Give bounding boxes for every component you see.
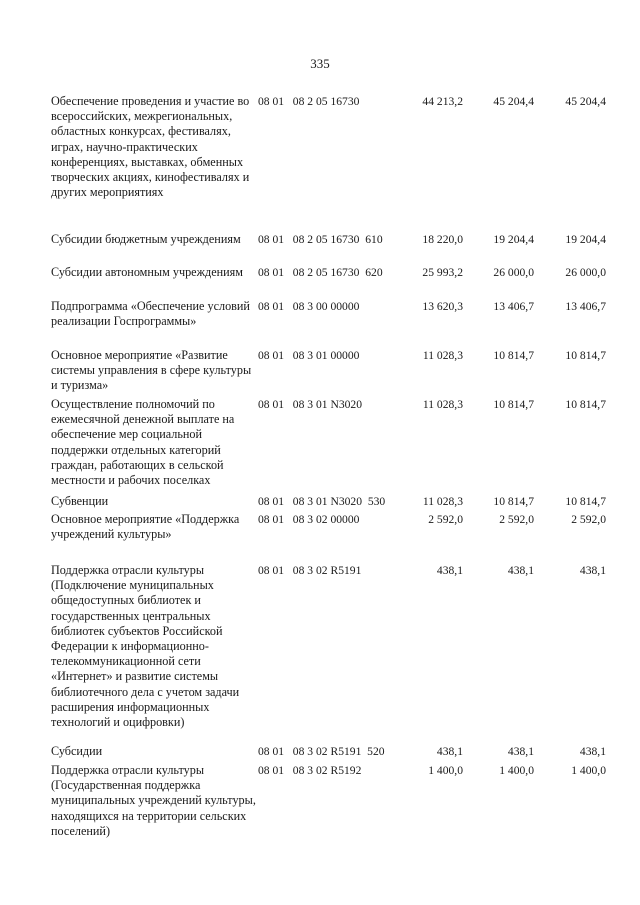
row-code: 08 01 08 3 00 00000	[258, 300, 360, 313]
row-value-3: 13 406,7	[565, 300, 606, 313]
row-value-3: 45 204,4	[565, 95, 606, 108]
row-name: Осуществление полномочий по ежемесячной денежной выплате на обеспечение мер социальной поддержки отдельных категорий граждан, работающих в сельской местности и рабочих поселках	[51, 397, 235, 488]
row-value-2: 26 000,0	[493, 266, 534, 279]
row-value-1: 13 620,3	[422, 300, 463, 313]
row-code: 08 01 08 2 05 16730	[258, 95, 360, 108]
row-value-2: 438,1	[507, 745, 534, 758]
row-value-3: 26 000,0	[565, 266, 606, 279]
row-code: 08 01 08 3 01 N3020	[258, 398, 363, 411]
row-name: Основное мероприятие «Поддержка учреждений культуры»	[51, 512, 240, 542]
row-value-2: 1 400,0	[499, 764, 534, 777]
row-value-1: 25 993,2	[422, 266, 463, 279]
row-name: Субсидии бюджетным учреждениям	[51, 232, 241, 246]
row-value-2: 2 592,0	[499, 513, 534, 526]
row-code: 08 01 08 3 02 00000	[258, 513, 360, 526]
row-value-3: 10 814,7	[565, 349, 606, 362]
row-value-1: 2 592,0	[428, 513, 463, 526]
row-value-2: 10 814,7	[493, 398, 534, 411]
row-value-2: 13 406,7	[493, 300, 534, 313]
row-name: Обеспечение проведения и участие во всероссийских, межрегиональных, областных конкурсах, фестивалях, играх, научно-практических конференциях, выставках, обменных творческих акциях, кинофестивалях и других мероприятиях	[51, 94, 250, 200]
row-code: 08 01 08 3 01 00000	[258, 349, 360, 362]
page-number: 335	[310, 56, 330, 71]
row-name: Субвенции	[51, 494, 109, 508]
row-value-3: 10 814,7	[565, 495, 606, 508]
row-name: Субсидии	[51, 744, 103, 758]
row-code: 08 01 08 2 05 16730 610	[258, 233, 383, 246]
row-value-1: 18 220,0	[422, 233, 463, 246]
row-value-2: 10 814,7	[493, 349, 534, 362]
row-value-1: 11 028,3	[422, 349, 463, 362]
row-name: Поддержка отрасли культуры (Государственная поддержка муниципальных учреждений культуры, находящихся на территории сельских поселений)	[51, 763, 256, 838]
row-value-2: 438,1	[507, 564, 534, 577]
row-value-2: 10 814,7	[493, 495, 534, 508]
row-value-1: 438,1	[436, 745, 463, 758]
row-value-3: 1 400,0	[571, 764, 606, 777]
row-value-3: 438,1	[579, 745, 606, 758]
row-value-3: 10 814,7	[565, 398, 606, 411]
row-value-1: 11 028,3	[422, 398, 463, 411]
row-value-2: 19 204,4	[493, 233, 534, 246]
row-value-1: 438,1	[436, 564, 463, 577]
row-value-1: 44 213,2	[422, 95, 463, 108]
row-code: 08 01 08 3 02 R5192	[258, 764, 362, 777]
row-name: Подпрограмма «Обеспечение условий реализации Госпрограммы»	[51, 299, 250, 329]
row-value-2: 45 204,4	[493, 95, 534, 108]
row-value-3: 438,1	[579, 564, 606, 577]
row-code: 08 01 08 2 05 16730 620	[258, 266, 383, 279]
row-name: Субсидии автономным учреждениям	[51, 265, 243, 279]
row-value-3: 19 204,4	[565, 233, 606, 246]
row-code: 08 01 08 3 02 R5191	[258, 564, 362, 577]
row-value-3: 2 592,0	[571, 513, 606, 526]
row-value-1: 1 400,0	[428, 764, 463, 777]
row-code: 08 01 08 3 02 R5191 520	[258, 745, 385, 758]
row-name: Поддержка отрасли культуры (Подключение муниципальных общедоступных библиотек и государственных центральных библиотек субъектов Российской Федерации к информационно-телекоммуникационной сети «Интернет» и развитие системы библиотечного дела с учетом задачи расширения информационных технологий и оцифровки)	[51, 563, 240, 730]
row-code: 08 01 08 3 01 N3020 530	[258, 495, 386, 508]
row-name: Основное мероприятие «Развитие системы управления в сфере культуры и туризма»	[51, 348, 252, 393]
row-value-1: 11 028,3	[422, 495, 463, 508]
